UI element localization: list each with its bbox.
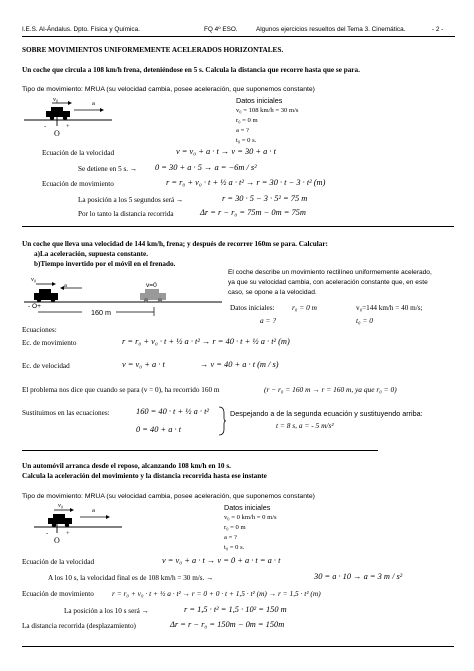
header-rule [22,36,455,37]
problem1-car-diagram [24,96,114,138]
problem2-data-a: a = ? [260,316,277,325]
header-school: I.E.S. Al-Ándalus. Dpto. Física y Química. [22,26,140,33]
problem3-fig-minus: - [46,530,49,537]
problem3-acceleration-equation: 30 = a · 10 → a = 3 m / s² [314,572,403,581]
footer-rule [22,646,454,647]
header-topic: Algunos ejercicios resueltos del Tema 3. Cinemática. [256,26,406,33]
problem1-stop-equation: 0 = 30 + a · 5 → a = −6m / s² [155,163,257,172]
problem3-position-equation: r = 1,5 · t² = 1,5 · 10² = 150 m [184,605,287,614]
problem2-data-r0: r₀ = 0 m [292,303,318,312]
problem1-data-item: t₀ = 0 s. [236,137,257,144]
header-page-number: - 2 - [432,26,444,33]
problem1-data-item: v₀ = 108 km/h = 30 m/s [236,107,299,114]
problem1-velocity-label: Ecuación de la velocidad [42,149,115,157]
problem2-note-text: El problema nos dice que cuando se para (v = 0), ha recorrido 160 m [22,386,220,394]
problem2-equations-label: Ecuaciones: [22,326,57,334]
problem1-fig-plus: + [66,123,70,130]
problem2-substituted-equation-1: 160 = 40 · t + ½ a · t² [136,407,209,416]
problem1-motion-label: Ecuación de movimiento [42,180,114,188]
problem2-description-line: El coche describe un movimiento rectilíneo uniformemente acelerado, [228,269,432,276]
problem2-substitution-label: Sustituimos en las ecuaciones: [22,409,110,417]
problem2-substituted-equation-2: 0 = 40 + a · t [136,425,182,434]
problem1-data-title: Datos iniciales [236,96,283,105]
problem2-car-diagram [24,270,224,318]
problem1-position-label: La posición a los 5 segundos será → [78,196,184,204]
problem3-position-label: La posición a los 10 s será → [64,607,149,615]
problem2-fig-final-velocity: v=0 [146,282,157,289]
problem1-distance-equation: Δr = r − r₀ = 75m − 0m = 75m [200,208,306,217]
problem3-velocity-label: Ecuación de la velocidad [22,558,95,566]
problem1-velocity-equation: v = v₀ + a · t → v = 30 + a · t [176,147,276,156]
problem2-motion-equation: r = r₀ + v₀ · t + ½ a · t² → r = 40 · t + ½ a · t² (m) [122,337,290,346]
problem3-motion-label: Ecuación de movimiento [22,590,94,598]
problem3-fig-plus: + [66,530,70,537]
problem3-statement-line1: Un automóvil arranca desde el reposo, alcanzando 108 km/h en 10 s. [22,462,231,470]
problem1-distance-label: Por lo tanto la distancia recorrida [78,210,174,218]
problem3-distance-equation: Δr = r − r₀ = 150m − 0m = 150m [170,620,285,629]
problem2-separator [22,450,378,451]
problem2-solution: t = 8 s, a = - 5 m/s² [276,421,334,430]
problem3-data-item: r₀ = 0 m [224,524,246,531]
problem2-equation-system-brace [218,406,226,436]
problem1-position-equation: r = 30 · 5 − 3 · 5² = 75 m [222,194,308,203]
problem3-data-item: t₀ = 0 s. [224,544,245,551]
problem2-velocity-equation-general: v = v₀ + a · t [122,360,165,369]
problem2-fig-distance: 160 m [91,308,111,317]
problem2-data-v0: v₀=144 km/h = 40 m/s; [356,304,423,312]
problem3-fig-a-label: a [92,507,95,514]
problem3-car-diagram [34,503,124,545]
problem3-distance-label: La distancia recorrida (desplazamiento) [22,622,136,630]
problem3-velocity-equation: v = v₀ + a · t → v = 0 + a · t = a · t [162,556,281,565]
problem1-motion-equation: r = r₀ + v₀ · t + ½ a · t² → r = 30 · t − 3 · t² (m) [166,178,326,187]
problem2-fig-origin: - O+ [28,303,42,310]
problem3-final-velocity-label: A los 10 s, la velocidad final es de 108 km/h = 30 m/s. → [48,574,214,582]
problem2-part-b: b)Tiempo invertido por el móvil en el frenado. [34,260,176,268]
problem3-motion-equation: r = r₀ + v₀ · t + ½ a · t² → r = 0 + 0 · t + 1,5 · t² (m) → r = 1,5 · t² (m) [112,589,321,598]
problem1-fig-v0-label: v₀ [53,96,59,103]
problem3-data-title: Datos iniciales [224,503,271,512]
problem3-fig-v0-label: v₀ [58,502,64,509]
problem2-fig-a-label: a [64,282,67,289]
problem1-separator [22,226,454,227]
problem2-velocity-label: Ec. de velocidad [22,362,70,370]
problem2-velocity-equation: → v = 40 + a · t (m / s) [200,360,279,369]
problem3-data-item: v₀ = 0 km/h = 0 m/s [224,514,277,521]
problem1-data-item: r₀ = 0 m [236,117,258,124]
problem1-motion-type: Tipo de movimiento: MRUA (su velocidad cambia, posee aceleración, que suponemos constante) [22,86,315,93]
problem3-motion-type: Tipo de movimiento: MRUA (su velocidad cambia, posee aceleración, que suponemos constante) [22,493,315,500]
problem3-fig-origin: O [54,536,60,545]
problem2-solve-text: Despejando a de la segunda ecuación y sustituyendo arriba: [230,409,423,418]
problem2-fig-v0-label: v₀ [31,276,37,283]
problem2-note-equation: (r − r₀ = 160 m → r = 160 m, ya que r₀ = 0) [264,385,397,394]
problem1-stop-label: Se detiene en 5 s. → [78,165,138,173]
problem2-data-t0: t₀ = 0 [356,316,374,325]
problem1-data-item: a = ? [236,127,249,134]
problem2-statement: Un coche que lleva una velocidad de 144 km/h, frena; y después de recorrer 160m se para. Calcular: [22,240,328,248]
section-title: SOBRE MOVIMIENTOS UNIFORMEMENTE ACELERADOS HORIZONTALES. [22,46,284,54]
problem2-description-line: ya que su velocidad cambia, con aceleración constante que, en este [228,279,428,286]
problem2-motion-label: Ec. de movimiento [22,339,77,347]
problem2-part-a: a)La aceleración, supuesta constante. [34,250,148,258]
problem1-fig-minus: - [44,123,47,130]
problem1-fig-origin: O [54,129,60,138]
problem3-data-item: a = ? [224,534,237,541]
problem1-statement: Un coche que circula a 108 km/h frena, deteniéndose en 5 s. Calcula la distancia que recorre hasta que se para. [22,66,360,74]
problem1-fig-a-label: a [92,100,95,107]
problem2-data-label: Datos iniciales: [230,304,275,312]
problem2-description-line: caso, se opone a la velocidad. [228,289,317,296]
problem3-statement-line2: Calcula la aceleración del movimiento y la distancia recorrida hasta ese instante [22,472,267,480]
header-course: FQ 4º ESO. [204,26,238,33]
